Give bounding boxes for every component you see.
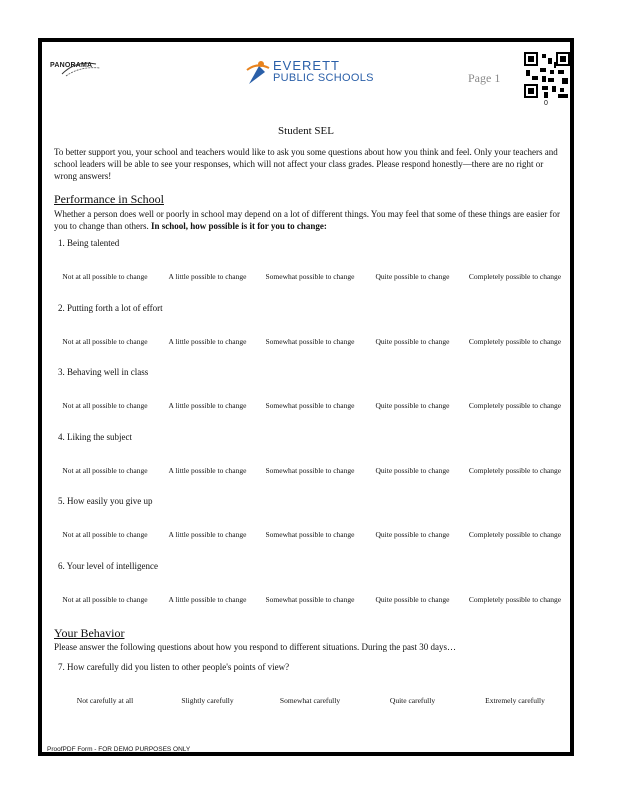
answer-option[interactable]: Completely possible to change <box>468 336 562 346</box>
answer-option[interactable]: A little possible to change <box>168 272 247 281</box>
intro-paragraph: To better support you, your school and teachers would like to ask you some questions about how you think and feel. Only your teachers and school leaders will be able to see your responses, which will not affect your class grades. Please respond honestly—there are no right or wrong answers! <box>54 147 558 181</box>
answer-option[interactable]: Somewhat possible to change <box>265 465 355 475</box>
question-6: 6. Your level of intelligence <box>58 560 158 571</box>
school-logo-icon <box>245 58 271 88</box>
qr-number: 0 <box>544 100 548 107</box>
answer-options-7 <box>54 696 566 706</box>
section-question-prompt: In school, how possible is it for you to change: <box>150 221 327 231</box>
school-logo <box>245 56 385 88</box>
answer-options-4 <box>54 466 566 476</box>
question-3: 3. Behaving well in class <box>58 367 149 377</box>
answer-options-5 <box>54 530 566 540</box>
section-paragraph-performance: Whether a person does well or poorly in school may depend on a lot of different things. You may feel that some of these things are easier for you to change than others. In school, how possible is it for you to change: <box>54 209 560 231</box>
panorama-logo-text: PANORAMA <box>50 62 93 69</box>
answer-option[interactable]: Not at all possible to change <box>62 272 148 281</box>
answer-option[interactable]: Slightly carefully <box>181 696 234 705</box>
section-paragraph-behavior: Please answer the following questions about how you respond to different situations. During the past 30 days… <box>54 642 457 652</box>
answer-option[interactable]: Quite possible to change <box>375 272 450 281</box>
answer-option[interactable]: Somewhat possible to change <box>265 272 355 281</box>
answer-option[interactable]: Completely possible to change <box>468 465 562 475</box>
answer-option[interactable]: Not at all possible to change <box>62 465 148 475</box>
answer-options-6 <box>54 595 566 605</box>
answer-option[interactable]: Not at all possible to change <box>62 594 148 604</box>
question-4: 4. Liking the subject <box>58 431 132 442</box>
answer-options-1 <box>54 272 566 282</box>
answer-option[interactable]: Extremely carefully <box>485 696 545 705</box>
answer-option[interactable]: A little possible to change <box>168 465 247 475</box>
answer-options-3 <box>54 401 566 411</box>
answer-option[interactable]: Not at all possible to change <box>62 401 148 410</box>
demo-footer: ProofPDF Form - FOR DEMO PURPOSES ONLY <box>47 746 191 753</box>
answer-option[interactable]: Quite possible to change <box>375 530 450 539</box>
answer-option[interactable]: Somewhat possible to change <box>265 530 355 539</box>
survey-page <box>38 38 574 756</box>
section-heading-performance: Performance in School <box>54 192 164 206</box>
question-7: 7. How carefully did you listen to other people's points of view? <box>58 662 290 672</box>
answer-option[interactable]: Quite carefully <box>389 696 436 705</box>
answer-option[interactable]: Completely possible to change <box>468 401 562 410</box>
answer-option[interactable]: Not at all possible to change <box>62 530 148 539</box>
answer-options-2 <box>54 337 566 347</box>
section-heading-behavior: Your Behavior <box>54 626 125 640</box>
answer-option[interactable]: A little possible to change <box>168 530 247 539</box>
answer-option[interactable]: Completely possible to change <box>468 594 562 604</box>
answer-option[interactable]: Somewhat possible to change <box>265 401 355 410</box>
answer-option[interactable]: Quite possible to change <box>375 336 450 346</box>
answer-option[interactable]: Somewhat carefully <box>279 696 341 705</box>
answer-option[interactable]: Completely possible to change <box>468 530 562 539</box>
answer-option[interactable]: A little possible to change <box>168 336 247 346</box>
answer-option[interactable]: Somewhat possible to change <box>265 336 355 346</box>
page-number: Page 1 <box>468 71 501 85</box>
answer-option[interactable]: Quite possible to change <box>375 465 450 475</box>
answer-option[interactable]: Not carefully at all <box>76 696 134 705</box>
answer-option[interactable]: Somewhat possible to change <box>265 594 355 604</box>
answer-option[interactable]: Not at all possible to change <box>62 336 148 346</box>
school-name-line2: PUBLIC SCHOOLS <box>273 72 374 84</box>
answer-option[interactable]: Completely possible to change <box>468 272 562 281</box>
page-title: Student SEL <box>278 125 334 137</box>
question-1: 1. Being talented <box>58 238 120 248</box>
question-2: 2. Putting forth a lot of effort <box>58 302 163 313</box>
school-name-line1: EVERETT <box>273 58 340 73</box>
answer-option[interactable]: A little possible to change <box>168 594 247 604</box>
answer-option[interactable]: Quite possible to change <box>375 594 450 604</box>
qr-code-icon <box>524 52 570 98</box>
question-5: 5. How easily you give up <box>58 496 153 506</box>
answer-option[interactable]: Quite possible to change <box>375 401 450 410</box>
answer-option[interactable]: A little possible to change <box>168 401 247 410</box>
